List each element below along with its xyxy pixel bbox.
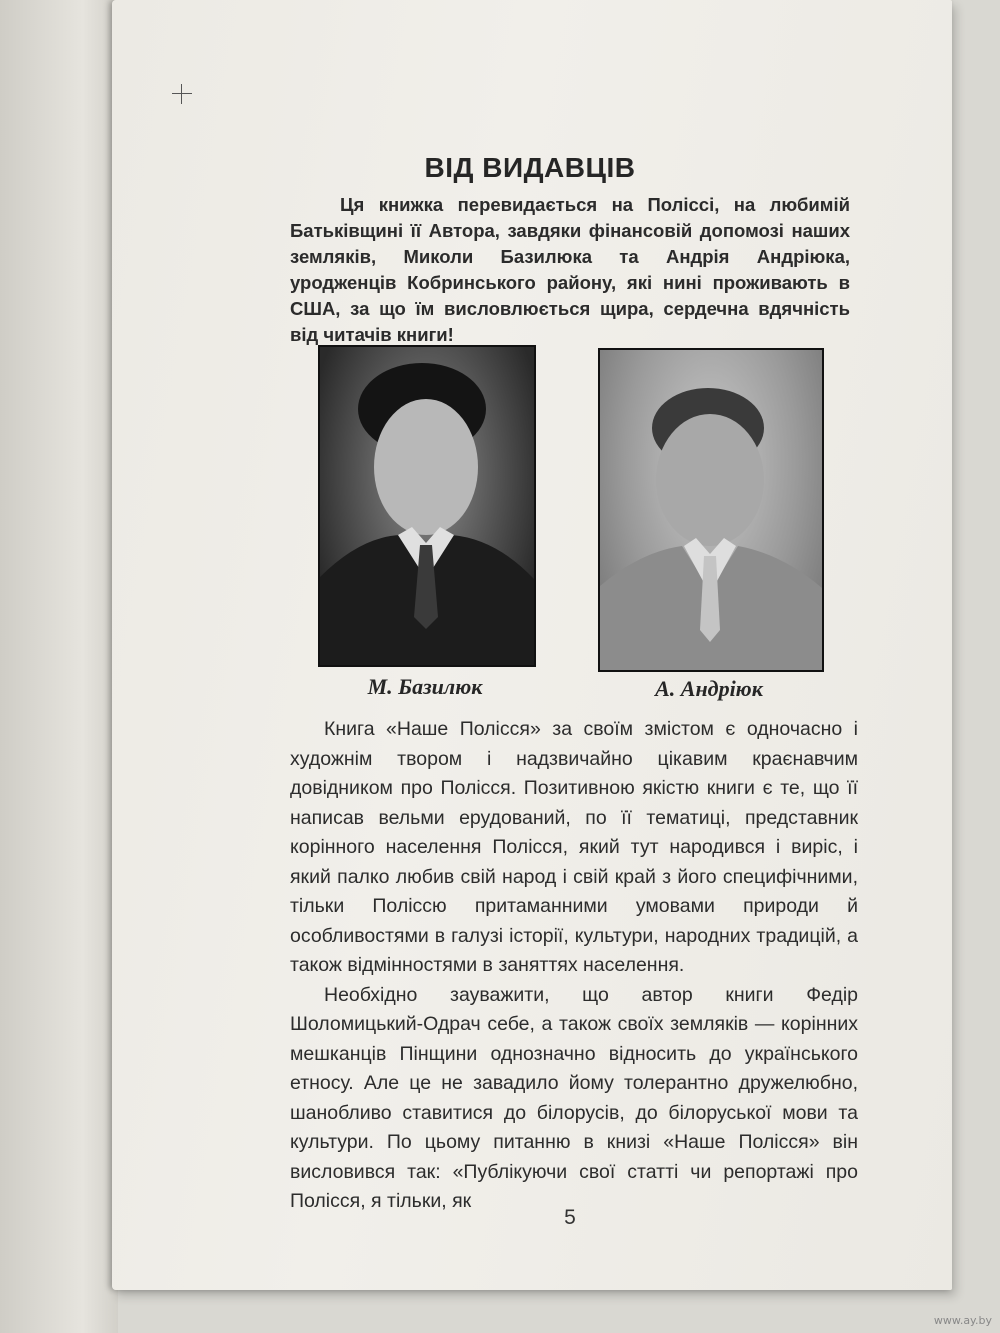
page-title: ВІД ВИДАВЦІВ [424,152,636,183]
crop-mark-icon [172,84,192,104]
portrait-caption-andriiuk: А. Андріюк [655,676,763,701]
portrait-photo-bazyliuk [318,345,536,667]
portrait-caption-bazyliuk: М. Базилюк [367,674,483,699]
page-number: 5 [564,1206,576,1229]
intro-paragraph: Ця книжка перевидається на Поліссі, на любимій Батьківщині її Автора, завдяки фінансовій допомозі наших земляків, Миколи Базилюка та Андрія Андріюка, уродженців Кобринського району, які нині проживають в США, за що їм висловлюється щира, сердечна вдячність від читачів книги! [290,194,850,345]
portrait-silhouette-icon [600,350,822,670]
portrait-photo-andriiuk [598,348,824,672]
body-text [290,715,858,1217]
portrait-silhouette-icon [320,347,534,665]
watermark: www.ay.by [933,1314,992,1327]
body-paragraph: Книга «Наше Полісся» за своїм змістом є одночасно і художнім твором і надзвичайно цікавим краєнавчим довідником про Полісся. Позитивною якістю книги є те, що її написав вельми ерудований, по її тематиці, представник корінного населення Полісся, який тут народився і виріс, і який палко любив свій народ і свій край з його специфічними, тільки Поліссю притаманними умовами природи й особливостями в галузі історії, культури, народних традицій, а також відмінностями в заняттях населення. [290,718,858,976]
facing-page-edge [0,0,118,1333]
body-paragraph: Необхідно зауважити, що автор книги Федір Шоломицький-Одрач себе, а також своїх земляків — корінних мешканців Пінщини однозначно відносить до українського етносу. Але це не завадило йому толерантно дружелюбно, шанобливо ставитися до білорусів, до білоруської мови та культури. По цьому питанню в книзі «Наше Полісся» він висловився так: «Публікуючи свої статті чи репортажі про Полісся, я тільки, як [290,983,858,1212]
